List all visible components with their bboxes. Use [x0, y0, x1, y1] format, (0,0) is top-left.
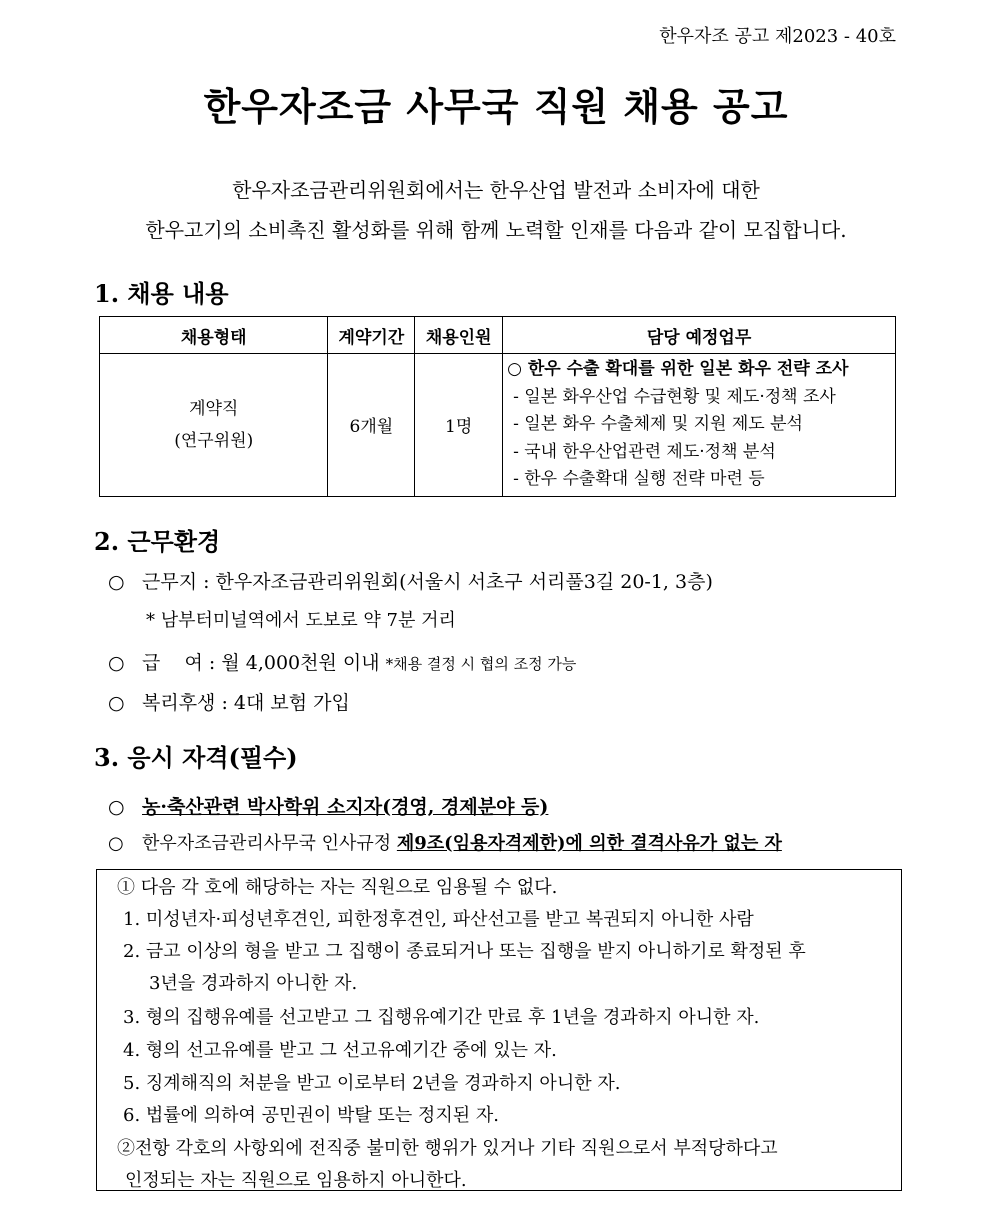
welfare-text: 복리후생 : 4대 보험 가입: [142, 692, 350, 714]
disqualification-item: 5. 징계해직의 처분을 받고 이로부터 2년을 경과하지 아니한 자.: [123, 1073, 621, 1094]
requirement-degree-text: 농·축산관련 박사학위 소지자(경영, 경제분야 등): [142, 796, 549, 818]
requirement-eligibility-emphasis: 제9조(임용자격제한)에 의한 결격사유가 없는 자: [396, 833, 782, 854]
duty-item: - 한우 수출확대 실행 전략 마련 등: [513, 469, 765, 489]
disqualification-clause-continued: 인정되는 자는 직원으로 임용하지 아니한다.: [125, 1170, 467, 1191]
duty-item: - 일본 화우 수출체제 및 지원 제도 분석: [513, 414, 803, 434]
document-number: 한우자조 공고 제2023 - 40호: [659, 26, 896, 47]
bullet-circle: ○: [108, 796, 125, 818]
welfare: [108, 688, 350, 715]
employment-type-cell: [100, 354, 328, 497]
employment-role: (연구위원): [174, 430, 254, 451]
column-header: 담당 예정업무: [503, 317, 896, 354]
column-header: 채용인원: [415, 317, 503, 354]
section-heading-recruitment: 1. 채용 내용: [94, 279, 229, 308]
recruitment-table: [99, 316, 896, 497]
table-row: [100, 354, 896, 497]
disqualification-item: 6. 법률에 의하여 공민권이 박탈 또는 정지된 자.: [123, 1105, 499, 1126]
requirement-eligibility: [108, 829, 782, 855]
disqualification-item: 4. 형의 선고유예를 받고 그 선고유예기간 중에 있는 자.: [123, 1040, 557, 1061]
disqualification-intro: ① 다음 각 호에 해당하는 자는 직원으로 임용될 수 없다.: [117, 877, 558, 898]
disqualification-item-continued: 3년을 경과하지 아니한 자.: [149, 973, 358, 994]
location-note: * 남부터미널역에서 도보로 약 7분 거리: [146, 610, 456, 631]
contract-period: 6개월: [328, 354, 415, 497]
section-heading-qualifications: 3. 응시 자격(필수): [94, 743, 298, 772]
disqualification-box: [96, 869, 902, 1191]
disqualification-clause: ②전항 각호의 사항외에 전직중 불미한 행위가 있거나 기타 직원으로서 부적당하다고: [117, 1138, 778, 1159]
salary: [108, 648, 576, 675]
bullet-circle: ○: [108, 571, 125, 593]
section-heading-work-environment: 2. 근무환경: [94, 527, 221, 556]
work-location-text: 근무지 : 한우자조금관리위원회(서울시 서초구 서리풀3길 20-1, 3층): [142, 571, 713, 593]
intro-line: 한우자조금관리위원회에서는 한우산업 발전과 소비자에 대한: [232, 178, 760, 202]
duties-cell: [503, 354, 896, 497]
employment-type: 계약직: [189, 398, 239, 419]
salary-note: *채용 결정 시 협의 조정 가능: [385, 655, 577, 673]
salary-text: 급 여 : 월 4,000천원 이내: [142, 652, 380, 674]
bullet-circle: ○: [108, 652, 125, 674]
table-header-row: [100, 317, 896, 354]
requirement-eligibility-prefix: 한우자조금관리사무국 인사규정: [142, 833, 397, 854]
duty-item: - 국내 한우산업관련 제도·정책 분석: [513, 441, 776, 462]
intro-line: 한우고기의 소비촉진 활성화를 위해 함께 노력할 인재를 다음과 같이 모집합니다.: [145, 218, 847, 242]
column-header: 계약기간: [328, 317, 415, 354]
bullet-circle: ○: [108, 692, 125, 714]
intro-paragraph: [0, 170, 992, 250]
column-header: 채용형태: [100, 317, 328, 354]
disqualification-item: 2. 금고 이상의 형을 받고 그 집행이 종료되거나 또는 집행을 받지 아니하기로 확정된 후: [123, 941, 806, 962]
disqualification-item: 3. 형의 집행유예를 선고받고 그 집행유예기간 만료 후 1년을 경과하지 아니한 자.: [123, 1007, 760, 1028]
work-location: [108, 567, 713, 594]
requirement-degree: [108, 792, 548, 819]
bullet-circle: ○: [108, 833, 124, 854]
headcount: 1명: [415, 354, 503, 497]
page-title: 한우자조금 사무국 직원 채용 공고: [203, 85, 789, 129]
disqualification-item: 1. 미성년자·피성년후견인, 피한정후견인, 파산선고를 받고 복권되지 아니한 사람: [123, 909, 754, 930]
duty-item: - 일본 화우산업 수급현황 및 제도·정책 조사: [513, 386, 836, 407]
duty-heading: ○ 한우 수출 확대를 위한 일본 화우 전략 조사: [507, 359, 849, 379]
